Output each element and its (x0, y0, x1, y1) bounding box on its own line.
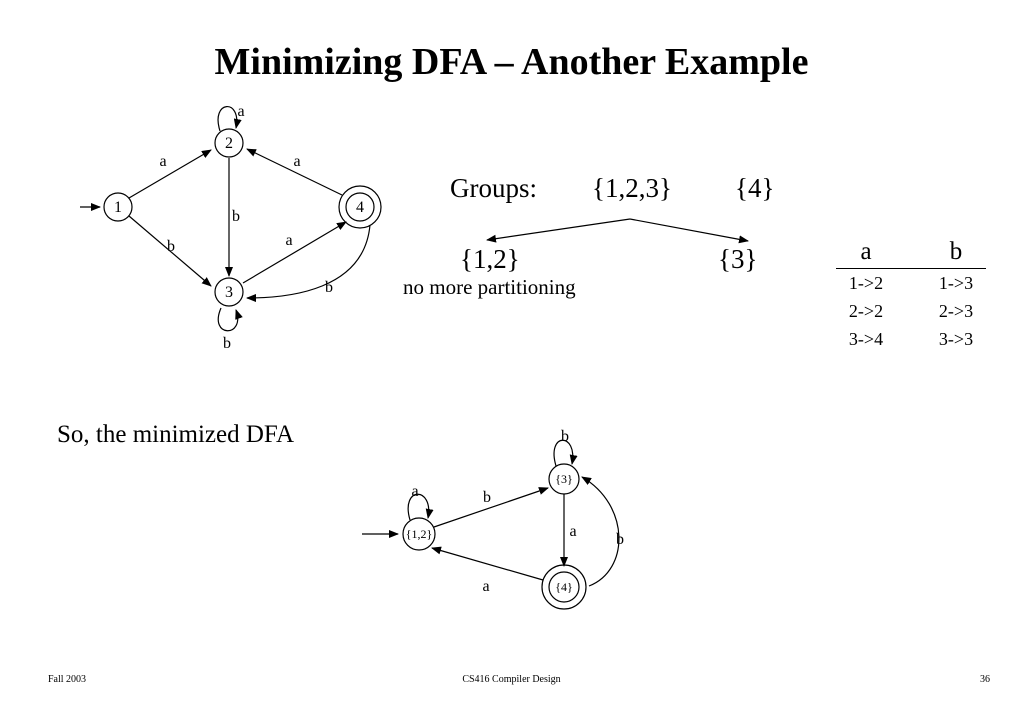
table-header-b: b (926, 238, 986, 269)
partition-arrow-left (487, 219, 630, 240)
partition-arrow-right (630, 219, 748, 241)
edge-3-3-loop (218, 308, 237, 331)
state-2-label: 2 (225, 135, 233, 152)
table-cell-a: 3->4 (848, 329, 884, 349)
edge-label-3-4: a (285, 232, 293, 249)
original-dfa-labels (114, 103, 364, 352)
minimized-dfa (362, 440, 619, 609)
footer-date: Fall 2003 (48, 674, 87, 685)
table-cell-b: 3->3 (938, 329, 974, 349)
group-4: {4} (735, 173, 775, 203)
min-state-3-label: {3} (555, 472, 573, 486)
no-more-partitioning-note: no more partitioning (403, 275, 576, 299)
min-edge-label-3-3: b (561, 428, 569, 445)
edge-2-2-loop (218, 107, 237, 131)
page-title: Minimizing DFA – Another Example (214, 41, 809, 83)
min-state-12-label: {1,2} (405, 527, 433, 541)
edge-label-1-2: a (159, 153, 167, 170)
min-edge-label-12-12: a (411, 483, 419, 500)
minimized-dfa-labels (406, 428, 624, 595)
min-edge-label-4-12: a (482, 578, 490, 595)
table-row (836, 269, 986, 298)
table-cell-b: 2->3 (938, 301, 974, 321)
min-edge-12-3 (434, 488, 548, 527)
table-row (836, 325, 986, 353)
table-cell-a: 1->2 (848, 273, 884, 293)
edge-label-3-3: b (223, 335, 231, 352)
table-header-row (836, 238, 986, 269)
table-cell-b: 1->3 (938, 273, 974, 293)
min-edge-label-4-3: b (616, 531, 624, 548)
min-state-4-label: {4} (555, 580, 573, 594)
group-123: {1,2,3} (592, 173, 672, 203)
groups-label: Groups: (450, 173, 537, 203)
conclusion-text: So, the minimized DFA (57, 421, 295, 448)
state-3-label: 3 (225, 284, 233, 301)
edge-label-1-3: b (167, 238, 175, 255)
min-edge-label-12-3: b (483, 489, 491, 506)
page-number: 36 (980, 674, 990, 685)
edge-3-4 (243, 222, 346, 283)
state-4-label: 4 (356, 199, 364, 216)
min-edge-4-3 (582, 477, 619, 586)
state-1-label: 1 (114, 199, 122, 216)
group-3: {3} (718, 244, 758, 274)
edge-label-2-3: b (232, 208, 240, 225)
table-header-gap (896, 238, 926, 269)
min-edge-label-3-4: a (569, 523, 577, 540)
transition-table (836, 238, 986, 353)
table-row (836, 297, 986, 325)
edge-label-4-3: b (325, 279, 333, 296)
edge-1-2 (129, 150, 211, 198)
group-12: {1,2} (460, 244, 520, 274)
footer-course: CS416 Compiler Design (462, 674, 561, 685)
partition-arrows (487, 219, 748, 241)
edge-label-2-2: a (237, 103, 245, 120)
min-edge-4-12 (432, 548, 543, 580)
edge-4-3 (247, 225, 370, 298)
table-cell-a: 2->2 (848, 301, 884, 321)
table-header-a: a (836, 238, 896, 269)
edge-label-4-2: a (293, 153, 301, 170)
